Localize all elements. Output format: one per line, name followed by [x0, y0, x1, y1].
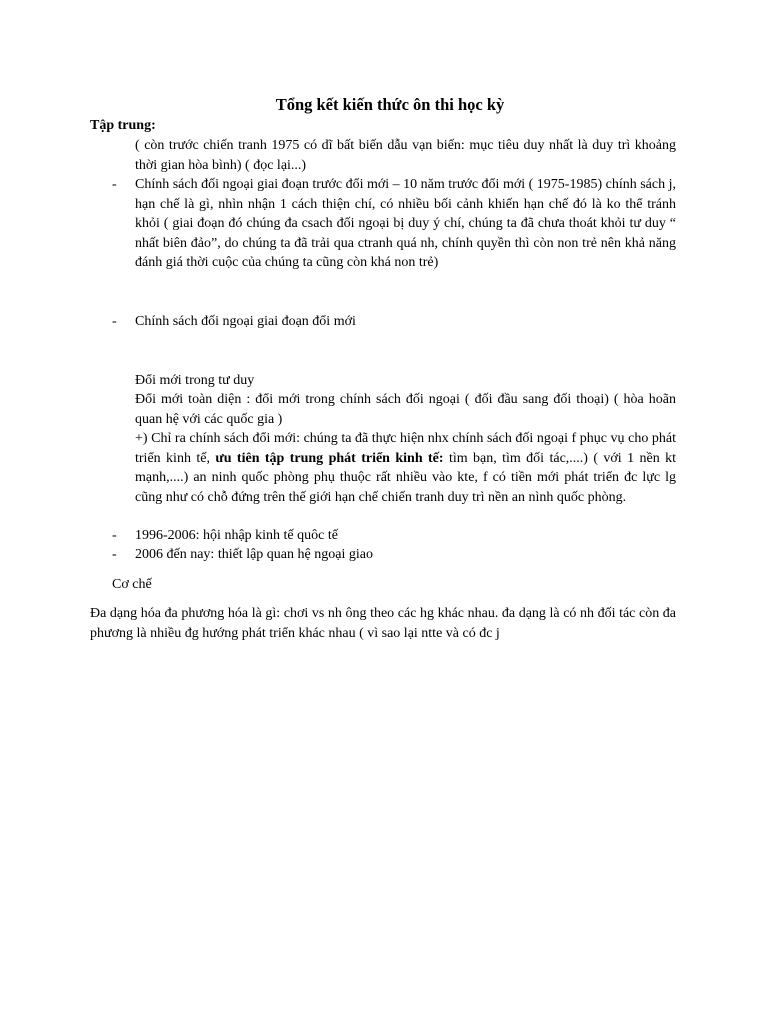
policy-text-bold: ưu tiên tập trung phát triển kinh tế:: [215, 450, 444, 466]
bullet-marker-1: -: [112, 177, 117, 192]
policy-text-before: +) Chỉ ra chính sách đổi mới: chúng ta đã thực hiện nhx chính sách đối ngoại f phục vụ cho phát triển kinh tế,: [135, 431, 676, 466]
paragraph-2006-now: 2006 đến nay: thiết lập quan hệ ngoại giao: [135, 547, 373, 562]
paragraph-thinking: Đổi mới trong tư duy: [135, 373, 255, 388]
policy-text-after: tìm bạn, tìm đối tác,....) ( với 1 nền kt mạnh,....) an ninh quốc phòng phụ thuộc rất nhiều vào kte, f có tiền mới phát triển đc lực lg cũng như có chỗ đứng trên thế giới hạn chế chiến tranh duy trì nền an nình quốc phòng.: [135, 450, 676, 505]
paragraph-diversification: Đa dạng hóa đa phương hóa là gì: chơi vs nh ông theo các hg khác nhau. đa dạng là có nh đối tác còn đa phương là nhiều đg hướng phát triển khác nhau ( vì sao lại ntte và có đc j: [90, 606, 676, 641]
paragraph-intro: ( còn trước chiến tranh 1975 có dĩ bất biến dẫu vạn biến: mục tiêu duy nhất là duy trì khoảng thời gian hòa bình) ( đọc lại...): [135, 138, 676, 173]
paragraph-comprehensive: Đổi mới toàn diện : đổi mới trong chính sách đối ngoại ( đối đầu sang đối thoại) ( hòa hoãn quan hệ với các quốc gia ): [135, 392, 676, 427]
paragraph-mechanism: Cơ chế: [112, 577, 152, 592]
bullet-marker-2: -: [112, 314, 117, 329]
section-heading: Tập trung:: [90, 118, 156, 133]
document-title: Tổng kết kiến thức ôn thi học kỳ: [275, 95, 505, 114]
paragraph-1996-2006: 1996-2006: hội nhập kinh tế quôc tế: [135, 528, 338, 543]
paragraph-policy-details: [135, 429, 676, 507]
paragraph-pre-renovation: Chính sách đối ngoại giai đoạn trước đổi mới – 10 năm trước đổi mới ( 1975-1985) chính sách j, hạn chế là gì, nhìn nhận 1 cách thiện chí, có nhiều bối cảnh khiến hạn chế đó là ko thể tránh khỏi ( giai đoạn đó chúng đa csach đối ngoại bị duy ý chí, chúng ta đã chưa thoát khỏi tư duy “ nhất biên đảo”, do chúng ta đã trải qua ctranh quá nh, chính quyền thì còn non trẻ nên khả năng đánh giá thời cuộc của chúng ta cũng còn khá non trẻ): [135, 177, 676, 270]
bullet-marker-4: -: [112, 547, 117, 562]
bullet-marker-3: -: [112, 528, 117, 543]
paragraph-renovation: Chính sách đối ngoại giai đoạn đổi mới: [135, 314, 356, 329]
